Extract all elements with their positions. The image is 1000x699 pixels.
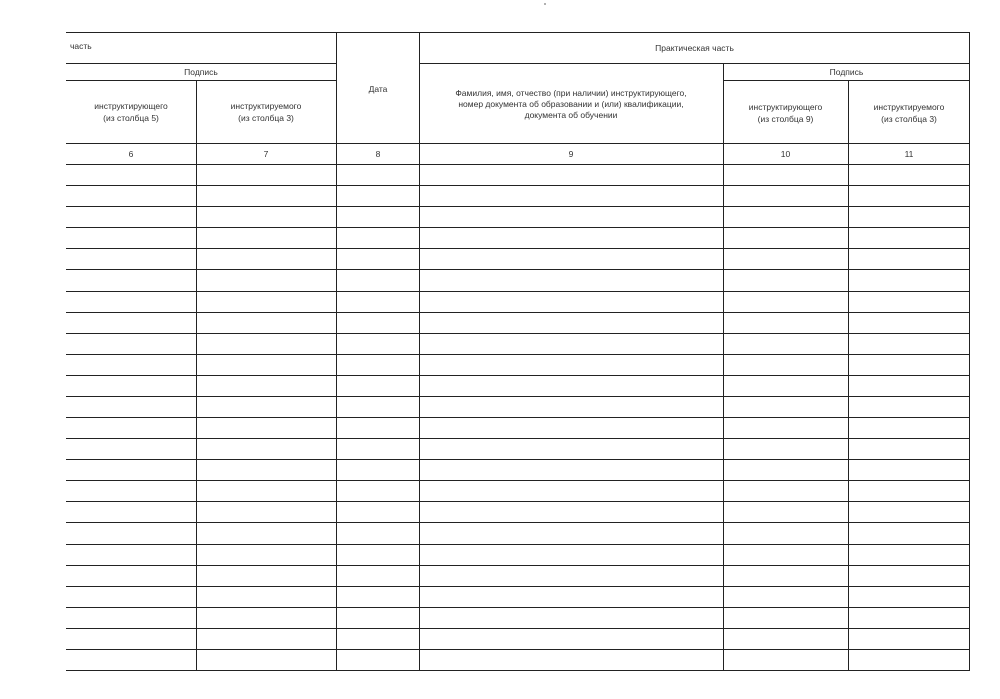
- table-row-divider: [66, 544, 970, 545]
- column-number-6: 6: [128, 149, 134, 159]
- table-row-divider: [66, 501, 970, 502]
- left-signature-group-label: Подпись: [184, 67, 218, 77]
- right-signature-group-label: Подпись: [829, 67, 864, 77]
- column-headers-bottom-border: [66, 143, 970, 144]
- instructor-name-header-line3: документа об обучении: [524, 110, 618, 120]
- table-right-border: [969, 32, 970, 671]
- table-row-divider: [66, 417, 970, 418]
- table-row-divider: [66, 396, 970, 397]
- table-row-divider: [66, 291, 970, 292]
- table-row-divider: [66, 333, 970, 334]
- column-number-8: 8: [375, 149, 381, 159]
- table-row-divider: [66, 459, 970, 460]
- table-row-divider: [66, 628, 970, 629]
- column-number-9: 9: [568, 149, 574, 159]
- col6-header-line1: инструктирующего: [94, 101, 168, 111]
- table-row-divider: [66, 522, 970, 523]
- right-signature-group-bottom-border: [723, 80, 970, 81]
- table-row-divider: [66, 607, 970, 608]
- table-row-divider: [66, 164, 970, 165]
- table-row-divider: [66, 438, 970, 439]
- table-row-divider: [66, 565, 970, 566]
- table-row-divider: [66, 248, 970, 249]
- col7-header-line2: (из столбца 3): [238, 113, 294, 123]
- col10-header-line1: инструктирующего: [748, 102, 823, 112]
- col7-header-line1: инструктируемого: [230, 101, 302, 111]
- theory-header-fragment: часть: [70, 41, 92, 51]
- col11-header-line1: инструктируемого: [873, 102, 945, 112]
- date-column-left-border: [336, 32, 337, 671]
- column-number-7: 7: [263, 149, 269, 159]
- column-number-11: 11: [904, 149, 914, 159]
- instructor-name-header-line1: Фамилия, имя, отчество (при наличии) инструктирующего,: [455, 88, 687, 98]
- table-row-divider: [66, 586, 970, 587]
- col6-header-line2: (из столбца 5): [103, 113, 159, 123]
- table-row-divider: [66, 375, 970, 376]
- table-top-border: [66, 32, 970, 33]
- scan-speck: [544, 3, 546, 5]
- col11-header-line2: (из столбца 3): [881, 114, 937, 124]
- table-row-divider: [66, 185, 970, 186]
- col10-header-line2: (из столбца 9): [757, 114, 814, 124]
- table-row-divider: [66, 227, 970, 228]
- date-column-right-border: [419, 32, 420, 671]
- table-row-divider: [66, 354, 970, 355]
- column-number-10: 10: [780, 149, 791, 159]
- instructor-name-header-line2: номер документа об образовании и (или) квалификации,: [458, 99, 684, 109]
- table-row-divider: [66, 480, 970, 481]
- theory-header-bottom-border: [66, 63, 336, 64]
- table-row-divider: [66, 206, 970, 207]
- practice-header-bottom-border: [419, 63, 970, 64]
- table-row-divider: [66, 312, 970, 313]
- date-header: Дата: [368, 84, 388, 94]
- practice-header: Практическая часть: [655, 43, 734, 53]
- table-bottom-border: [66, 670, 970, 671]
- table-row-divider: [66, 269, 970, 270]
- table-row-divider: [66, 649, 970, 650]
- left-signature-group-bottom-border: [66, 80, 336, 81]
